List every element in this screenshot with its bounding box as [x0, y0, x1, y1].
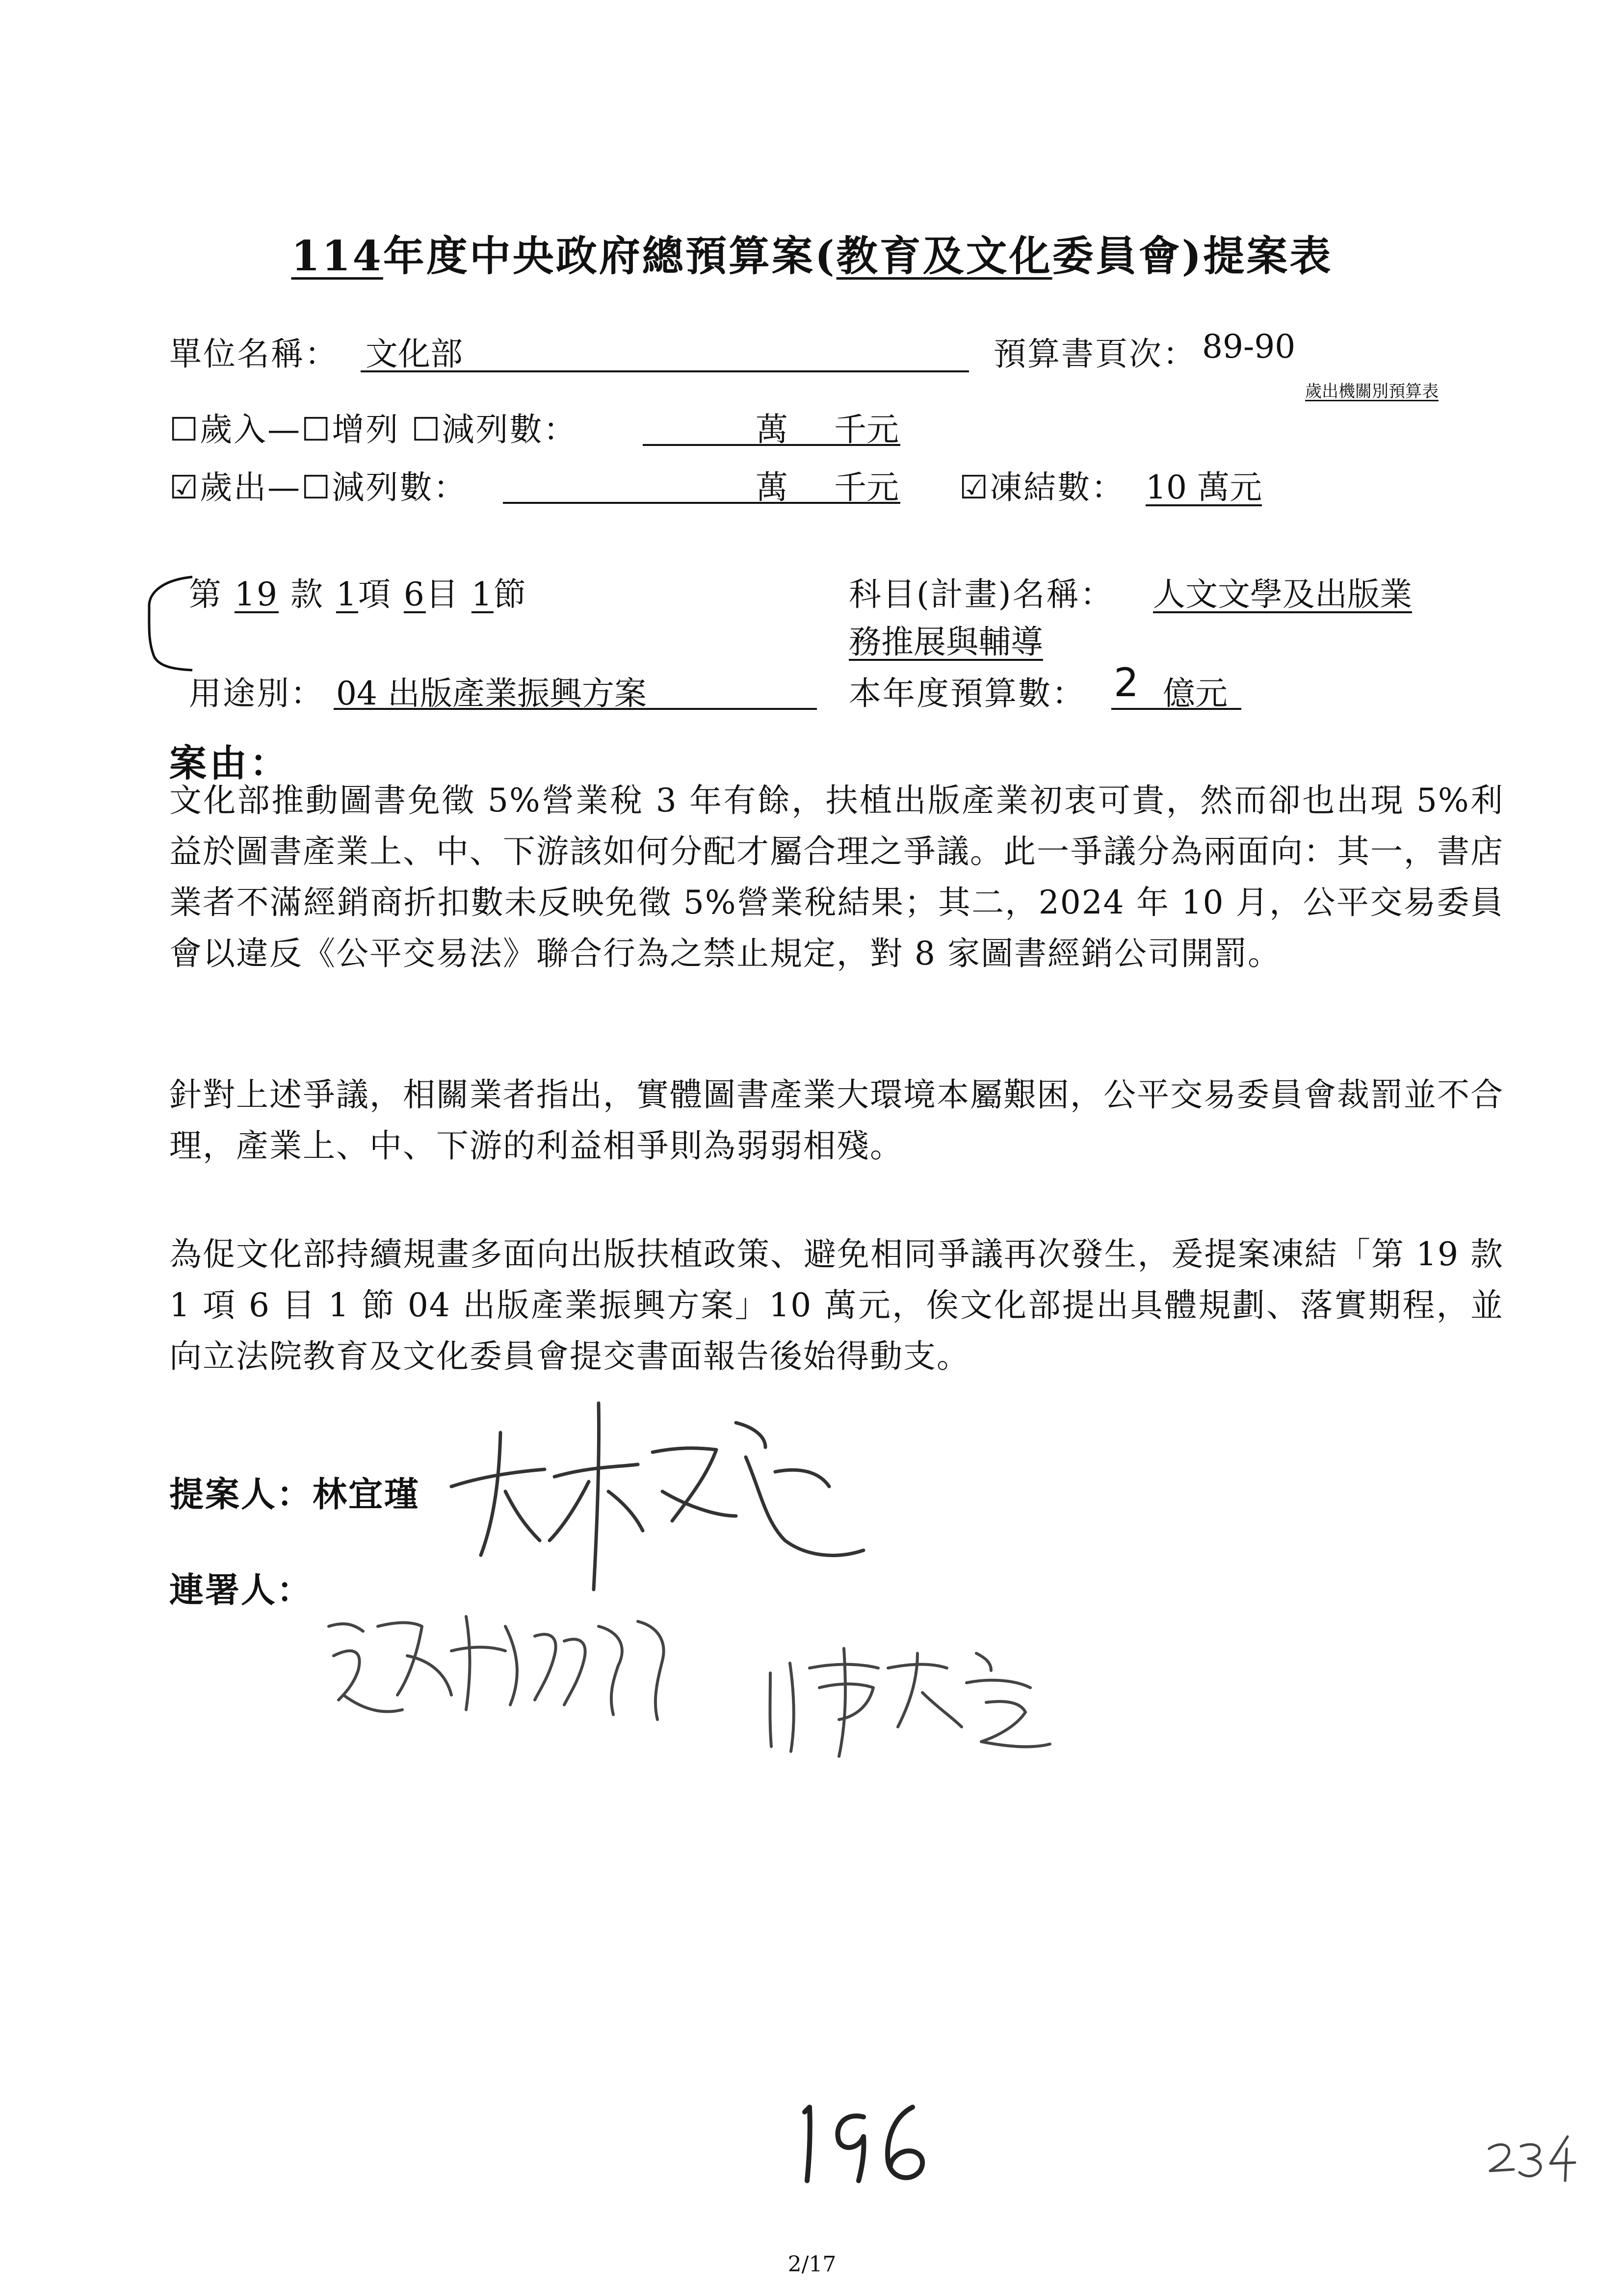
title-committee: 教育及文化: [836, 232, 1052, 280]
title-mid: 年度中央政府總預算案(: [383, 232, 837, 280]
freeze-value: 10 萬元: [1146, 469, 1262, 506]
page-title: [0, 223, 1624, 283]
budget-underline: [1111, 708, 1241, 710]
title-end: 委員會)提案表: [1052, 232, 1333, 280]
page-value: 89-90: [1202, 328, 1296, 365]
subject-line-2: 務推展與輔導: [849, 623, 1043, 661]
use-underline: [334, 708, 817, 710]
cosigner-signature-2: [760, 1634, 1055, 1763]
budget-number: 2: [1114, 660, 1139, 705]
page-number: 2/17: [787, 2252, 837, 2277]
corner-mark-234: [1484, 2129, 1577, 2185]
proposer-signature: [442, 1393, 883, 1601]
expense-wan: 萬: [756, 469, 788, 506]
kuan-number: 19: [234, 575, 279, 613]
subject-line-1: 人文文學及出版業: [1153, 575, 1412, 613]
handwritten-number-196: [790, 2097, 937, 2192]
unit-value: 文化部: [366, 335, 463, 373]
expense-checkboxes: ☑歲出—☐減列數：: [169, 469, 468, 506]
revenue-wan: 萬: [756, 411, 788, 448]
reason-paragraph-3: 為促文化部持續規畫多面向出版扶植政策、避免相同爭議再次發生，爰提案凍結「第 19 款 1 項 6 目 1 節 04 出版產業振興方案」10 萬元，俟文化部提出具體規劃、落實期程，並向立法院教育及文化委員會提交書面報告後始得動支。: [169, 1235, 1504, 1375]
budget-label: 本年度預算數：: [849, 675, 1086, 712]
cosigner-signature-1: [324, 1597, 687, 1736]
use-value: 04 出版產業振興方案: [336, 675, 647, 712]
page-note: 歲出機關別預算表: [1305, 382, 1439, 401]
item-code: [189, 568, 527, 615]
xiang-number: 1: [336, 575, 358, 613]
reason-paragraph-1: 文化部推動圖書免徵 5%營業稅 3 年有餘，扶植出版產業初衷可貴，然而卻也出現 5%利益於圖書產業上、中、下游該如何分配才屬合理之爭議。此一爭議分為兩面向：其一，書店業者不滿經銷商折扣數未反映免徵 5%營業稅結果；其二，2024 年 10 月，公平交易委員會以違反《公平交易法》聯合行為之禁止規定，對 8 家圖書經銷公司開罰。: [169, 782, 1504, 972]
freeze-label: ☑凍結數：: [959, 469, 1126, 506]
mu-number: 6: [403, 575, 426, 613]
unit-underline: [361, 370, 969, 372]
proposer-label: 提案人：林宜瑾: [169, 1474, 420, 1514]
mu-label: 目: [425, 575, 460, 613]
reason-paragraph-2: 針對上述爭議，相關業者指出，實體圖書產業大環境本屬艱困，公平交易委員會裁罰並不合理，產業上、中、下游的利益相爭則為弱弱相殘。: [169, 1076, 1504, 1165]
title-year: 114: [291, 232, 383, 280]
jie-number: 1: [471, 575, 494, 613]
jie-label: 節: [493, 575, 527, 613]
expense-qian: 千元: [834, 469, 899, 506]
revenue-checkboxes: ☐歲入—☐增列 ☐減列數：: [169, 411, 577, 448]
use-label: 用途別：: [189, 675, 324, 712]
kuan-label: 款: [290, 575, 324, 613]
reason-heading: 案由：: [169, 741, 290, 785]
item-di: 第: [189, 575, 223, 613]
xiang-label: 項: [358, 575, 392, 613]
cosigner-label: 連署人：: [169, 1569, 313, 1610]
subject-label: 科目(計畫)名稱：: [849, 575, 1114, 613]
budget-unit: 億元: [1163, 675, 1228, 712]
revenue-qian: 千元: [834, 411, 899, 448]
unit-label: 單位名稱：: [169, 335, 339, 373]
page-label: 預算書頁次：: [994, 335, 1197, 373]
